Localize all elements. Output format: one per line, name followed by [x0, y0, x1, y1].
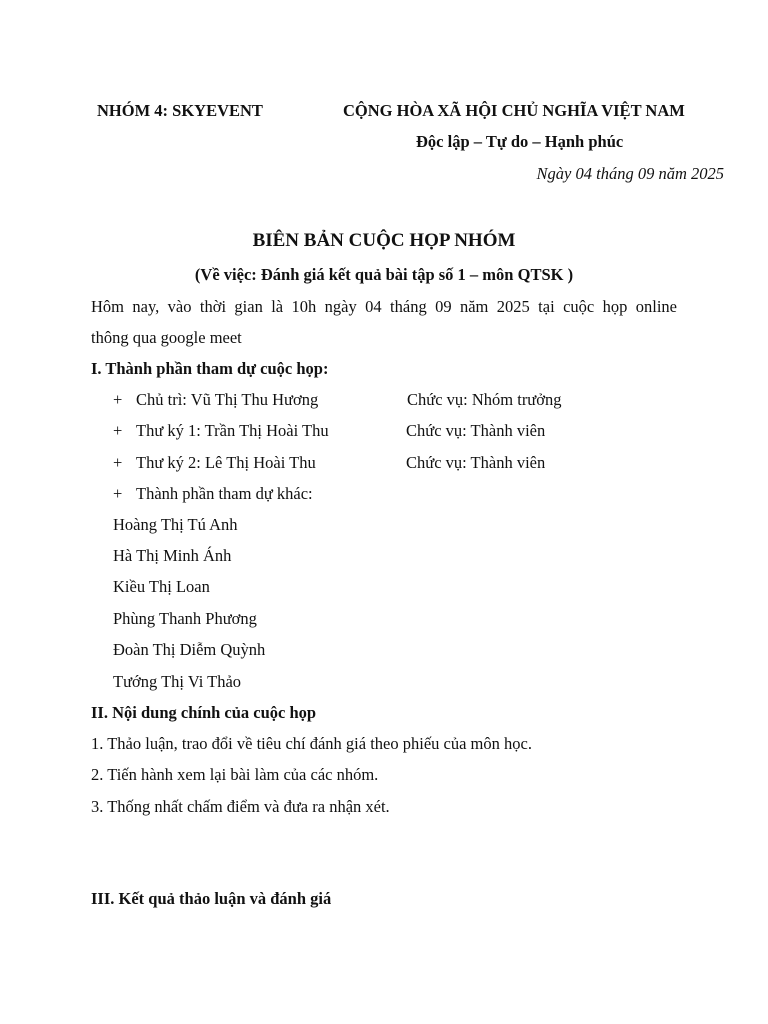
intro-paragraph [91, 297, 677, 348]
role-bullet: + [113, 421, 123, 440]
role-chair: Chủ trì: Vũ Thị Thu Hương [136, 390, 319, 409]
country-name: CỘNG HÒA XÃ HỘI CHỦ NGHĨA VIỆT NAM [343, 101, 685, 120]
role-secretary-2-position: Chức vụ: Thành viên [406, 453, 546, 472]
document-date: Ngày 04 tháng 09 năm 2025 [536, 164, 724, 183]
agenda-item: 1. Thảo luận, trao đổi về tiêu chí đánh giá theo phiếu của môn học. [91, 734, 532, 753]
section-1-heading: I. Thành phần tham dự cuộc họp: [91, 359, 329, 378]
others-bullet: + [113, 484, 123, 503]
national-motto: Độc lập – Tự do – Hạnh phúc [416, 132, 624, 151]
document-title: BIÊN BẢN CUỘC HỌP NHÓM [252, 230, 516, 251]
group-name: NHÓM 4: SKYEVENT [97, 101, 263, 120]
role-secretary-2: Thư ký 2: Lê Thị Hoài Thu [136, 453, 316, 472]
member-name: Tướng Thị Vi Thảo [113, 672, 242, 691]
member-name: Hà Thị Minh Ánh [113, 546, 232, 565]
document-subtitle: (Về việc: Đánh giá kết quả bài tập số 1 – môn QTSK ) [194, 265, 574, 284]
intro-line-1: Hôm nay, vào thời gian là 10h ngày 04 tháng 09 năm 2025 tại cuộc họp online [91, 297, 677, 316]
agenda-item: 2. Tiến hành xem lại bài làm của các nhóm. [91, 765, 379, 784]
role-chair-position: Chức vụ: Nhóm trưởng [407, 390, 562, 409]
role-bullet: + [113, 390, 123, 409]
role-secretary-1-position: Chức vụ: Thành viên [406, 421, 546, 440]
member-name: Đoàn Thị Diễm Quỳnh [113, 640, 266, 659]
section-3-heading: III. Kết quả thảo luận và đánh giá [91, 889, 332, 908]
section-2-heading: II. Nội dung chính của cuộc họp [91, 703, 317, 722]
member-name: Hoàng Thị Tú Anh [113, 515, 238, 534]
role-secretary-1: Thư ký 1: Trần Thị Hoài Thu [136, 421, 329, 440]
intro-line-2: thông qua google meet [91, 328, 242, 347]
other-attendees-label: Thành phần tham dự khác: [136, 484, 313, 503]
role-bullet: + [113, 453, 123, 472]
member-name: Phùng Thanh Phương [113, 609, 257, 628]
agenda-item: 3. Thống nhất chấm điểm và đưa ra nhận xét. [91, 797, 390, 816]
member-name: Kiều Thị Loan [113, 577, 210, 596]
